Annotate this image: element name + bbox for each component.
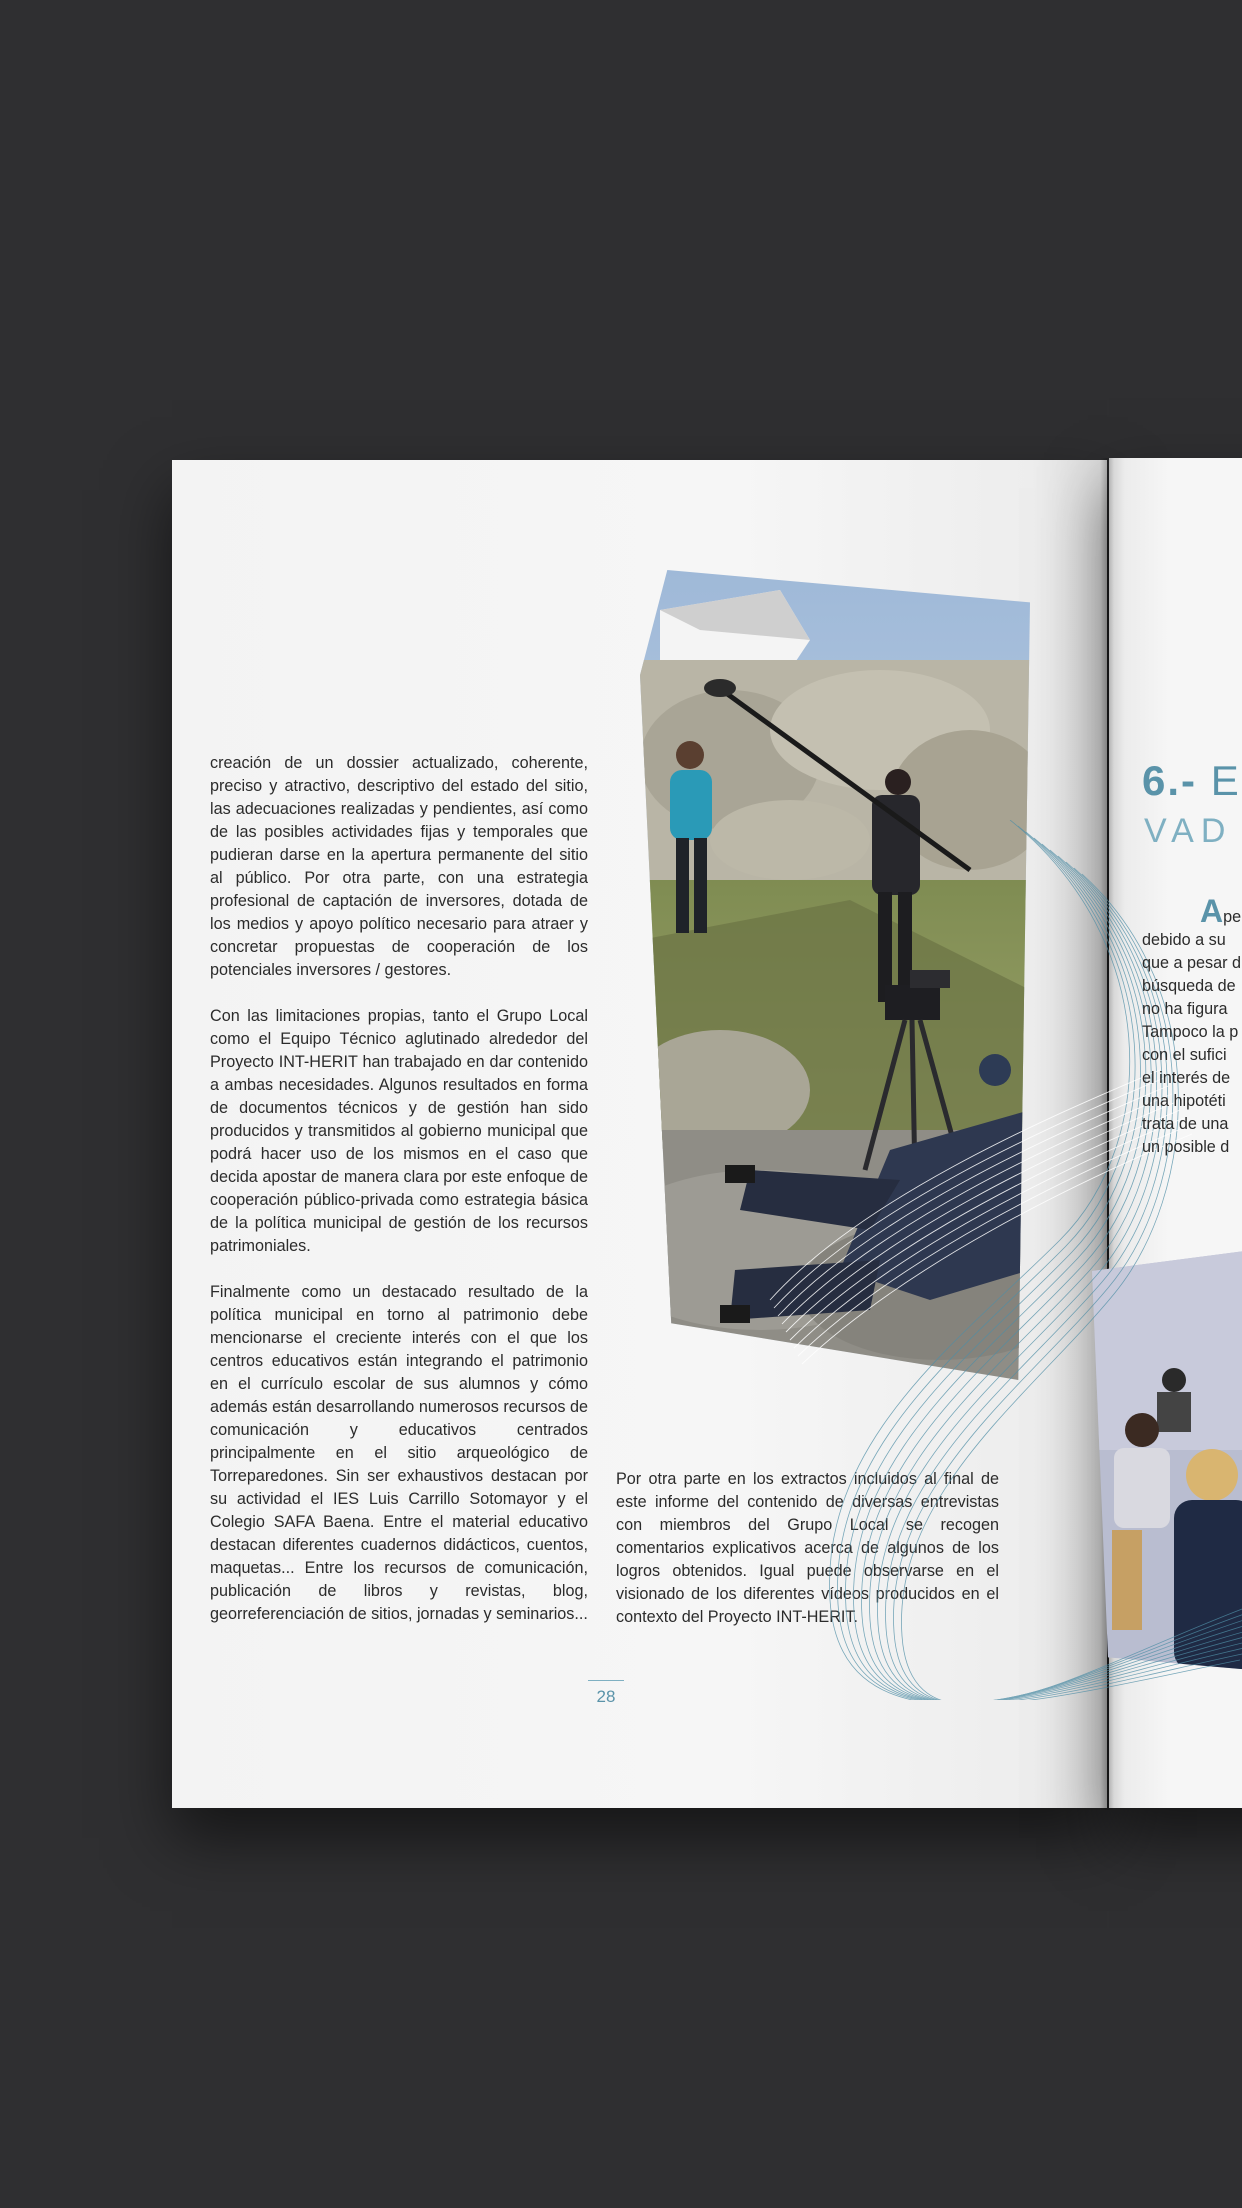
paragraph: Por otra parte en los extractos incluidos al final de este informe del contenido de diversas entrevistas con miembros del Grupo Local se recogen comentarios explicativos acerca de algunos de los logros obtenidos. Igual puede observarse en el visionado de los diferentes vídeos producidos en el contexto del Proyecto INT-HERIT. xyxy=(616,1470,999,1626)
text-line: no ha figura xyxy=(1142,1000,1228,1018)
text-line: trata de una xyxy=(1142,1115,1229,1133)
meeting-photo xyxy=(1092,1250,1242,1670)
text-line: un posible d xyxy=(1142,1138,1230,1156)
text-line: búsqueda de xyxy=(1142,977,1236,995)
section-number: 6.- xyxy=(1142,757,1198,804)
text-line: que a pesar d xyxy=(1142,954,1241,972)
section-heading xyxy=(1142,757,1241,805)
left-text-column xyxy=(210,752,588,1649)
paragraph: Con las limitaciones propias, tanto el Grupo Local como el Equipo Técnico aglutinado alrededor del Proyecto INT-HERIT han trabajado en dar contenido a ambas necesidades. Algunos resultados en forma de documentos técnicos y de gestión han sido producidos y transmitidos al gobierno municipal que podrá hacer uso de los mismos en el caso que decida apostar de manera clara por este enfoque de cooperación público-privada como estrategia básica de la política municipal de gestión de los recursos patrimoniales. xyxy=(210,1007,588,1255)
text-line: Tampoco la p xyxy=(1142,1023,1239,1041)
drop-cap: A xyxy=(1200,893,1224,929)
text-line: con el sufici xyxy=(1142,1046,1227,1064)
text-line: una hipotéti xyxy=(1142,1092,1226,1110)
section-heading-line2: VAD xyxy=(1144,812,1233,850)
middle-text-column xyxy=(616,1468,999,1652)
film-crew-illustration xyxy=(640,570,1030,1380)
paragraph: Finalmente como un destacado resultado de la política municipal en torno al patrimonio debe mencionarse el creciente interés con el que los centros educativos están integrando el patrimonio en el currículo escolar de sus alumnos y cómo además están desarrollando numerosos recursos de comunicación y educativos centrados principalmente en el sitio arqueológico de Torreparedones. Sin ser exhaustivos destacan por su actividad el IES Luis Carrillo Sotomayor y el Colegio SAFA Baena. Entre el material educativo destacan diferentes cuadernos didácticos, cuentos, maquetas... Entre los recursos de comunicación, publicación de libros y revistas, blog, georreferenciación de sitios, jornadas y seminarios... xyxy=(210,1283,588,1623)
page-number: 28 xyxy=(588,1680,624,1707)
meeting-illustration xyxy=(1092,1250,1242,1670)
text-line: el interés de xyxy=(1142,1069,1231,1087)
first-line-text: pe xyxy=(1223,908,1242,926)
film-crew-photo xyxy=(640,570,1030,1380)
section-title-start: E xyxy=(1210,757,1241,804)
text-line: debido a su xyxy=(1142,931,1226,949)
right-text-column xyxy=(1142,893,1242,1159)
paragraph: creación de un dossier actualizado, coherente, preciso y atractivo, descriptivo del estado del sitio, las adecuaciones realizadas y pendientes, así como de las posibles actividades fijas y temporales que pudieran darse en la apertura permanente del sitio al público. Por otra parte, con una estrategia profesional de captación de inversores, dotada de los medios y apoyo político necesario para atraer y concretar propuestas de cooperación de los potenciales inversores / gestores. xyxy=(210,754,588,979)
first-line xyxy=(1142,893,1242,929)
